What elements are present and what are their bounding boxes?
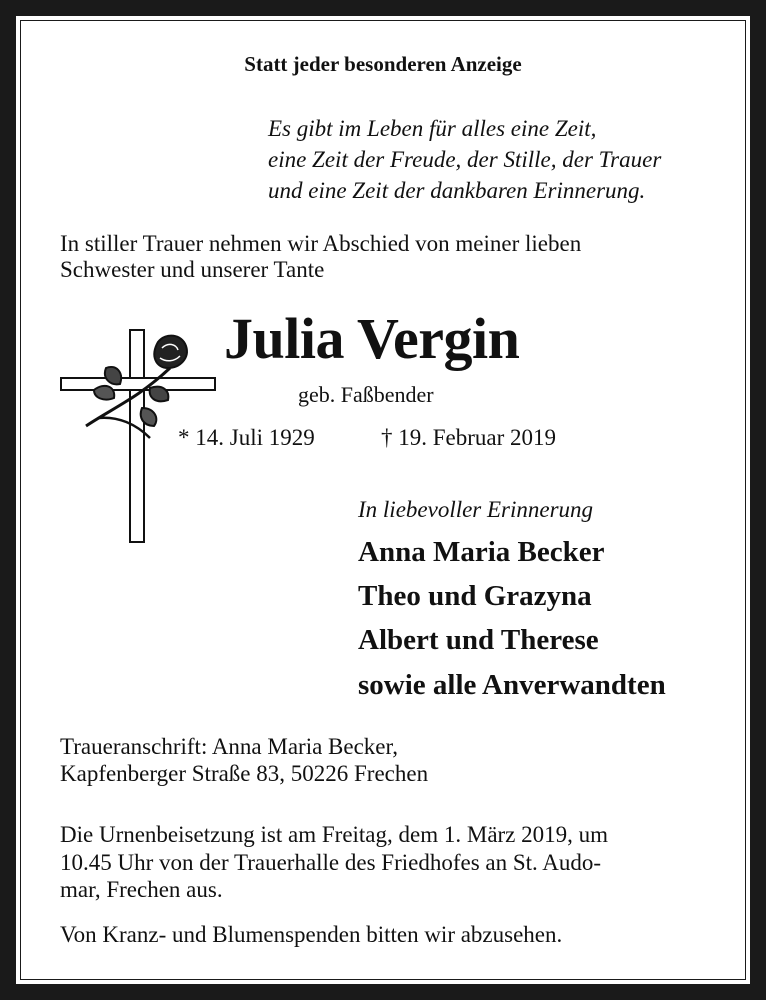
quote-line-3: und eine Zeit der dankbaren Erinnerung.: [268, 178, 646, 203]
quote-line-1: Es gibt im Leben für alles eine Zeit,: [268, 116, 597, 141]
family-line-2: Theo und Grazyna: [358, 580, 592, 612]
birth-date: * 14. Juli 1929: [178, 425, 315, 450]
address-line-2: Kapfenberger Straße 83, 50226 Frechen: [60, 761, 429, 786]
family-line-3: Albert und Therese: [358, 624, 599, 656]
quote-line-2: eine Zeit der Freude, der Stille, der Trauer: [268, 147, 662, 172]
intro-line-2: Schwester und unserer Tante: [60, 257, 325, 282]
burial-line-2: 10.45 Uhr von der Trauerhalle des Friedhofes an St. Audo-: [60, 850, 602, 875]
family-line-1: Anna Maria Becker: [358, 536, 605, 568]
burial-line-1: Die Urnenbeisetzung ist am Freitag, dem 1. März 2019, um: [60, 822, 609, 847]
intro-line-1: In stiller Trauer nehmen wir Abschied von meiner lieben: [60, 231, 582, 256]
family-line-4: sowie alle Anverwandten: [358, 669, 666, 701]
notice-heading: Statt jeder besonderen Anzeige: [244, 52, 522, 76]
memory-line: In liebevoller Erinnerung: [358, 497, 594, 522]
deceased-name: Julia Vergin: [224, 306, 520, 371]
death-date: † 19. Februar 2019: [381, 425, 557, 450]
burial-line-3: mar, Frechen aus.: [60, 877, 223, 902]
maiden-name: geb. Faßbender: [298, 382, 434, 407]
flower-request: Von Kranz- und Blumenspenden bitten wir abzusehen.: [60, 922, 563, 947]
address-line-1: Traueranschrift: Anna Maria Becker,: [60, 734, 399, 759]
